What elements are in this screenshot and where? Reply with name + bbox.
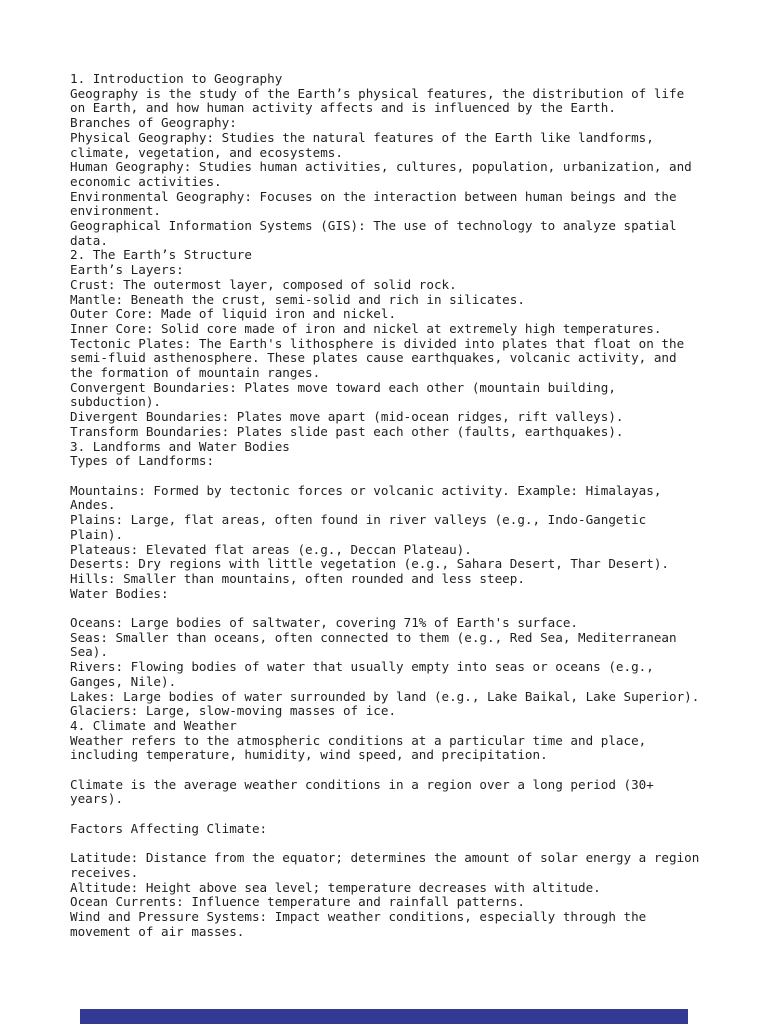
text-line: Plain). — [70, 526, 124, 542]
next-page-preview — [80, 1009, 688, 1024]
text-line: subduction). — [70, 394, 161, 410]
text-line: Seas: Smaller than oceans, often connected to them (e.g., Red Sea, Mediterranean — [70, 629, 677, 645]
text-line — [70, 469, 710, 484]
text-line: Divergent Boundaries: Plates move apart (mid-ocean ridges, rift valleys). — [70, 409, 624, 425]
text-line: Factors Affecting Climate: — [70, 820, 268, 836]
text-line: 4. Climate and Weather — [70, 717, 237, 733]
text-line: on Earth, and how human activity affects and is influenced by the Earth. — [70, 100, 616, 116]
text-line: Mantle: Beneath the crust, semi-solid and rich in silicates. — [70, 291, 525, 307]
text-line: Deserts: Dry regions with little vegetation (e.g., Sahara Desert, Thar Desert). — [70, 556, 669, 572]
text-line: Physical Geography: Studies the natural features of the Earth like landforms, — [70, 129, 654, 145]
text-line: Environmental Geography: Focuses on the interaction between human beings and the — [70, 188, 677, 204]
text-line: Oceans: Large bodies of saltwater, covering 71% of Earth's surface. — [70, 615, 578, 631]
text-line: movement of air masses. — [70, 923, 245, 939]
text-line: economic activities. — [70, 173, 222, 189]
text-line: including temperature, humidity, wind speed, and precipitation. — [70, 747, 548, 763]
text-line: 2. The Earth’s Structure — [70, 247, 252, 263]
text-line: Human Geography: Studies human activities, cultures, population, urbanization, and — [70, 159, 692, 175]
text-line: Plains: Large, flat areas, often found in river valleys (e.g., Indo-Gangetic — [70, 512, 647, 528]
text-line: Outer Core: Made of liquid iron and nickel. — [70, 306, 397, 322]
text-line: semi-fluid asthenosphere. These plates cause earthquakes, volcanic activity, and — [70, 350, 677, 366]
text-line: Lakes: Large bodies of water surrounded by land (e.g., Lake Baikal, Lake Superior). — [70, 688, 700, 704]
text-line: environment. — [70, 203, 161, 219]
text-line: Rivers: Flowing bodies of water that usually empty into seas or oceans (e.g., — [70, 659, 654, 675]
text-line: Geography is the study of the Earth’s physical features, the distribution of life — [70, 85, 685, 101]
text-line: climate, vegetation, and ecosystems. — [70, 144, 343, 160]
text-line: Weather refers to the atmospheric conditions at a particular time and place, — [70, 732, 647, 748]
text-line: Glaciers: Large, slow-moving masses of ice. — [70, 703, 397, 719]
document-lines — [70, 72, 710, 939]
text-line: receives. — [70, 864, 139, 880]
text-line: Water Bodies: — [70, 585, 169, 601]
text-line: Sea). — [70, 644, 108, 660]
text-line — [70, 807, 710, 822]
text-line: Ganges, Nile). — [70, 673, 177, 689]
text-line: Ocean Currents: Influence temperature and rainfall patterns. — [70, 894, 525, 910]
text-line: Convergent Boundaries: Plates move toward each other (mountain building, — [70, 379, 616, 395]
text-line: Climate is the average weather conditions in a region over a long period (30+ — [70, 776, 654, 792]
text-line: Altitude: Height above sea level; temperature decreases with altitude. — [70, 879, 601, 895]
text-line: Types of Landforms: — [70, 453, 215, 469]
text-line: Latitude: Distance from the equator; determines the amount of solar energy a region — [70, 850, 700, 866]
text-line: Plateaus: Elevated flat areas (e.g., Deccan Plateau). — [70, 541, 472, 557]
text-line: Geographical Information Systems (GIS): The use of technology to analyze spatial — [70, 218, 677, 234]
text-line: Hills: Smaller than mountains, often rounded and less steep. — [70, 570, 525, 586]
text-line — [70, 601, 710, 616]
text-line: 1. Introduction to Geography — [70, 71, 283, 86]
text-line: Crust: The outermost layer, composed of solid rock. — [70, 276, 457, 292]
text-line: Transform Boundaries: Plates slide past each other (faults, earthquakes). — [70, 423, 624, 439]
text-line: Inner Core: Solid core made of iron and nickel at extremely high temperatures. — [70, 320, 662, 336]
text-line: 3. Landforms and Water Bodies — [70, 438, 290, 454]
text-line: Earth’s Layers: — [70, 262, 184, 278]
text-line — [70, 763, 710, 778]
text-line: years). — [70, 791, 124, 807]
text-line: Branches of Geography: — [70, 115, 237, 131]
text-line: Tectonic Plates: The Earth's lithosphere is divided into plates that float on the — [70, 335, 685, 351]
text-line: Andes. — [70, 497, 116, 513]
text-line: data. — [70, 232, 108, 248]
text-line: the formation of mountain ranges. — [70, 365, 321, 381]
text-line: Mountains: Formed by tectonic forces or volcanic activity. Example: Himalayas, — [70, 482, 662, 498]
text-line — [70, 837, 710, 852]
text-line: Wind and Pressure Systems: Impact weather conditions, especially through the — [70, 909, 647, 925]
